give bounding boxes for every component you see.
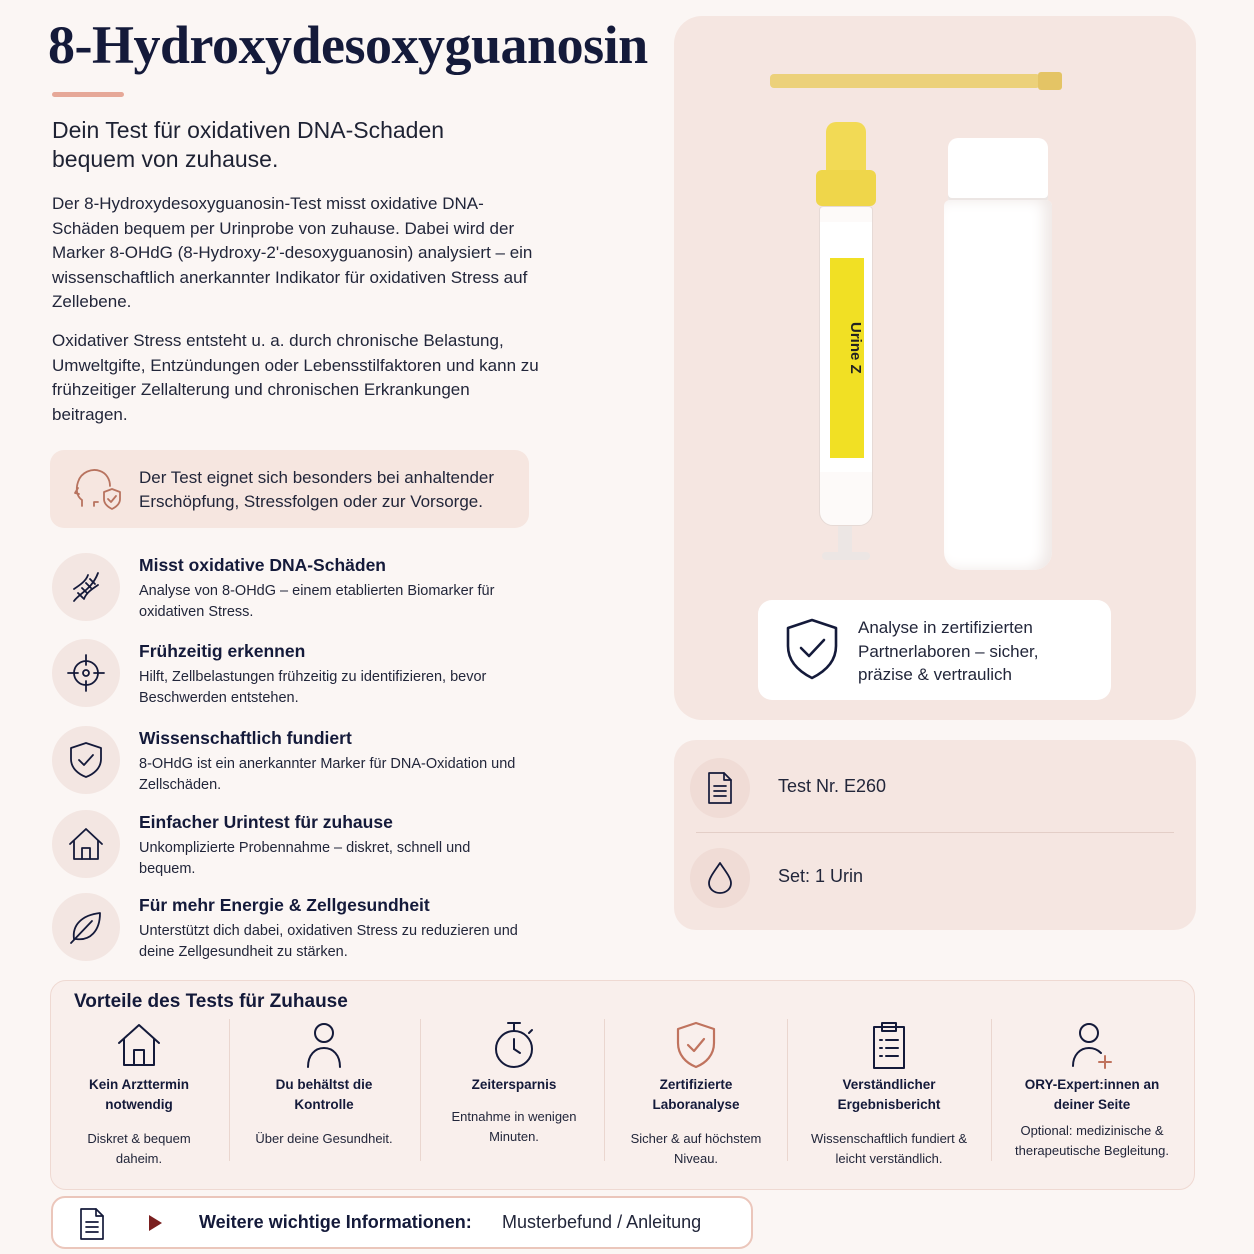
feature-desc: Analyse von 8-OHdG – einem etablierten Biomarker für oxidativen Stress. (139, 583, 495, 620)
title-accent-bar (52, 92, 124, 97)
sample-bottle (944, 138, 1052, 570)
benefit-item (1011, 1017, 1173, 1165)
droplet-icon (690, 848, 750, 908)
head-shield-icon (68, 462, 124, 518)
clipboard-icon (864, 1019, 914, 1071)
certified-lab-badge (758, 600, 1111, 700)
benefit-desc: Optional: medizinische & therapeutische Begleitung. (1015, 1123, 1169, 1158)
user-plus-icon (1067, 1019, 1117, 1071)
leaf-icon (52, 893, 120, 961)
notice-text: Der Test eignet sich besonders bei anhaltender Erschöpfung, Stressfolgen oder zur Vorsorge. (139, 468, 495, 511)
feature-title: Frühzeitig erkennen (139, 641, 306, 661)
more-info-value[interactable]: Musterbefund / Anleitung (502, 1212, 702, 1232)
feature-title: Für mehr Energie & Zellgesundheit (139, 895, 430, 915)
divider (696, 832, 1174, 833)
feature-desc: Unterstützt dich dabei, oxidativen Stress zu reduzieren und deine Zellgesundheit zu stärken. (139, 923, 518, 960)
shield-check-icon (52, 726, 120, 794)
benefit-desc: Sicher & auf höchstem Niveau. (630, 1131, 762, 1166)
set-row (690, 842, 1180, 914)
stopwatch-icon (489, 1019, 539, 1071)
benefit-title: Kein Arzttermin notwendig (88, 1077, 189, 1112)
page-subtitle: Dein Test für oxidativen DNA-Schaden bequem von zuhause. (52, 117, 445, 172)
feature-title: Wissenschaftlich fundiert (139, 728, 352, 748)
urine-tube (816, 122, 876, 562)
user-icon (299, 1019, 349, 1071)
dna-icon (52, 553, 120, 621)
benefit-title: Zeitersparnis (471, 1077, 557, 1092)
feature-item (52, 639, 532, 715)
test-info-card (674, 740, 1196, 930)
benefit-desc: Über deine Gesundheit. (255, 1131, 393, 1146)
target-icon (52, 639, 120, 707)
play-icon[interactable] (149, 1215, 162, 1231)
benefit-title: Du behältst die Kontrolle (275, 1077, 373, 1112)
benefits-section (50, 980, 1195, 1190)
benefit-item (436, 1017, 592, 1165)
feature-desc: 8-OHdG ist ein anerkannter Marker für DNA-Oxidation und Zellschäden. (139, 756, 516, 793)
set-info: Set: 1 Urin (778, 866, 864, 886)
document-icon (690, 758, 750, 818)
benefit-item (65, 1017, 213, 1165)
feature-item (52, 726, 532, 802)
pipette (770, 74, 1040, 88)
document-icon (77, 1207, 107, 1241)
test-number-row (690, 752, 1180, 824)
intro-paragraph-1: Der 8-Hydroxydesoxyguanosin-Test misst oxidative DNA-Schäden bequem per Urinprobe von zuhause. Dabei wird der Marker 8-OHdG (8-Hydroxy-2'-desoxyguanosin) analysiert – ein wissenschaftlich anerkannter Indikator für oxidativen Stress auf Zellebene. (52, 194, 533, 311)
benefits-title: Vorteile des Tests für Zuhause (74, 991, 348, 1012)
house-icon (114, 1019, 164, 1071)
shield-check-icon (671, 1019, 721, 1071)
more-info-label: Weitere wichtige Informationen: (199, 1212, 472, 1232)
notice-box (50, 450, 529, 528)
benefit-desc: Diskret & bequem daheim. (87, 1131, 191, 1166)
feature-title: Einfacher Urintest für zuhause (139, 812, 393, 832)
more-info-link[interactable] (51, 1196, 753, 1249)
benefit-item (621, 1017, 771, 1165)
house-icon (52, 810, 120, 878)
page-title: 8-Hydroxydesoxyguanosin (48, 15, 648, 75)
benefit-desc: Entnahme in wenigen Minuten. (451, 1109, 577, 1144)
cert-text: Analyse in zertifizierten Partnerlaboren – sicher, präzise & vertraulich (858, 618, 1039, 684)
benefit-title: ORY-Expert:innen an deiner Seite (1024, 1077, 1160, 1112)
product-image-card (674, 16, 1196, 720)
intro-paragraph-2: Oxidativer Stress entsteht u. a. durch chronische Belastung, Umweltgifte, Entzündungen oder Lebensstilfaktoren und kann zu frühzeitiger Zellalterung und chronischen Erkrankungen beitragen. (52, 331, 539, 424)
feature-desc: Hilft, Zellbelastungen frühzeitig zu identifizieren, bevor Beschwerden entstehen. (139, 669, 487, 706)
benefit-item (803, 1017, 975, 1165)
pipette-tip (1038, 72, 1062, 90)
shield-check-icon (782, 616, 842, 682)
test-number: Test Nr. E260 (778, 776, 887, 796)
feature-item (52, 553, 532, 629)
tube-label: Urine Z (847, 322, 864, 374)
benefit-title: Zertifizierte Laboranalyse (652, 1077, 740, 1112)
feature-item (52, 893, 532, 969)
feature-title: Misst oxidative DNA-Schäden (139, 555, 386, 575)
feature-item (52, 810, 532, 886)
feature-desc: Unkomplizierte Probennahme – diskret, schnell und bequem. (139, 840, 471, 877)
benefit-item (249, 1017, 399, 1165)
benefit-title: Verständlicher Ergebnisbericht (837, 1077, 941, 1112)
benefit-desc: Wissenschaftlich fundiert & leicht verständlich. (810, 1131, 968, 1166)
